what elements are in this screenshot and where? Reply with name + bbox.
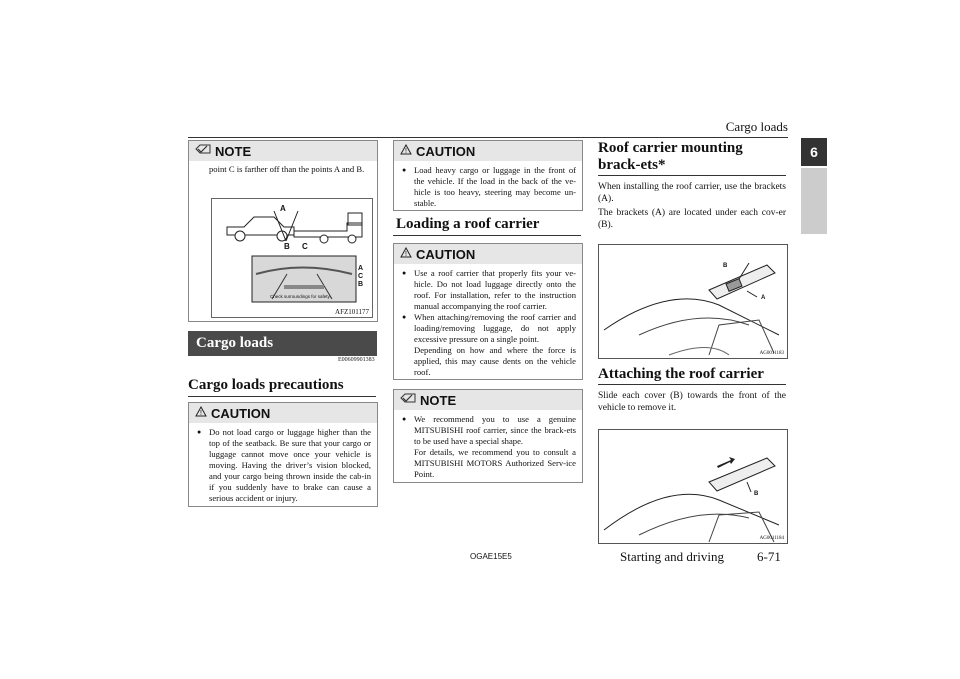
caution-header xyxy=(189,403,377,423)
svg-text:!: ! xyxy=(405,251,407,258)
bracket-figure xyxy=(598,244,788,359)
body-paragraph: The brackets (A) are located under each cov-er (B). xyxy=(598,208,786,230)
warning-triangle-icon xyxy=(195,404,207,422)
subsection-title: Loading a roof carrier xyxy=(396,216,540,232)
note-label: NOTE xyxy=(215,143,252,159)
warning-triangle-icon xyxy=(400,245,412,263)
fig-label-c: C xyxy=(302,242,308,251)
figure-code: AG0011183 xyxy=(759,351,784,356)
body-paragraph: Slide each cover (B) towards the front of the vehicle to remove it. xyxy=(598,391,786,413)
subsection-title: Attaching the roof carrier xyxy=(598,366,764,382)
figure-code: AFZ101177 xyxy=(335,308,369,316)
model-code: OGAE15E5 xyxy=(470,552,512,561)
bullet-icon: ● xyxy=(402,415,407,423)
note-icon xyxy=(400,391,416,409)
caution-item xyxy=(402,268,576,312)
caution-label: CAUTION xyxy=(211,405,271,421)
fig-label-b: B xyxy=(754,491,759,497)
note-header xyxy=(394,390,582,410)
bullet-icon: ● xyxy=(402,269,407,277)
bullet-icon: ● xyxy=(402,313,407,321)
subsection-rule xyxy=(393,235,581,236)
body-paragraph: When installing the roof carrier, use the brackets (A). xyxy=(598,182,786,204)
chapter-tab: 6 xyxy=(801,138,827,166)
note-header xyxy=(189,141,377,161)
section-title: Cargo loads xyxy=(188,331,377,356)
caution-item-text: Load heavy cargo or luggage in the front of the vehicle. If the load in the back of the ve-hicle is too heavy, steering may become un-stable. xyxy=(414,165,576,208)
warning-triangle-icon xyxy=(400,142,412,160)
note-box-roof xyxy=(393,389,583,483)
caution-label: CAUTION xyxy=(416,246,476,262)
caution-continuation: Depending on how and where the force is applied, this may cause dents on the vehicle roof. xyxy=(414,345,576,377)
caution-box-top xyxy=(393,140,583,211)
caution-item xyxy=(402,165,576,209)
note-box xyxy=(188,140,378,322)
subsection-rule xyxy=(598,384,786,385)
caution-item-text: Use a roof carrier that properly fits your ve-hicle. Do not load luggage directly onto the roof. For installation, refer to the instruction manual accompanying the roof carrier. xyxy=(414,268,576,311)
figure-code: AG0011184 xyxy=(759,536,784,541)
fig-label-a: A xyxy=(761,295,766,301)
note-item xyxy=(402,414,576,447)
note-icon xyxy=(195,142,211,160)
caution-header xyxy=(394,244,582,264)
page-number: 6-71 xyxy=(757,549,781,564)
section-code: E00609901383 xyxy=(338,357,375,363)
tow-figure xyxy=(211,198,373,318)
note-item-text: We recommend you to use a genuine MITSUBISHI roof carrier, since the brack-ets to be used have a special shape. xyxy=(414,414,576,446)
caution-item-text: When attaching/removing the roof carrier and loading/removing luggage, do not apply excessive pressure on a single point. xyxy=(414,312,576,344)
note-label: NOTE xyxy=(420,392,457,408)
note-continuation: For details, we recommend you to consult a MITSUBISHI MOTORS Authorized Serv-ice Point. xyxy=(414,447,576,479)
fig-inset-label-a: A xyxy=(358,265,364,272)
header-rule xyxy=(188,137,788,138)
caution-item xyxy=(197,427,371,504)
note-text: point C is farther off than the points A and B. xyxy=(209,164,365,174)
fig-label-b: B xyxy=(284,242,290,251)
fig-inset-label-c: C xyxy=(358,273,364,280)
caution-box xyxy=(188,402,378,507)
cover-figure xyxy=(598,429,788,544)
bullet-icon: ● xyxy=(197,428,202,436)
footer-section: Starting and driving xyxy=(620,549,724,564)
fig-inset-label-b: B xyxy=(358,281,364,288)
caution-item xyxy=(402,312,576,345)
subsection-rule xyxy=(598,175,786,176)
running-head: Cargo loads xyxy=(725,119,788,134)
caution-label: CAUTION xyxy=(416,143,476,159)
fig-label-b: B xyxy=(723,263,728,269)
fig-label-a: A xyxy=(280,204,286,213)
subsection-title: Cargo loads precautions xyxy=(188,377,344,393)
subsection-rule xyxy=(188,396,376,397)
bullet-icon: ● xyxy=(402,166,407,174)
fig-inset-caption: Check surroundings for safety. xyxy=(270,294,331,299)
caution-box-roof xyxy=(393,243,583,380)
svg-text:!: ! xyxy=(405,148,407,155)
chapter-tab-shade xyxy=(801,168,827,234)
svg-text:!: ! xyxy=(200,410,202,417)
caution-item-text: Do not load cargo or luggage higher than the top of the seatback. Be sure that your cargo or luggage cannot move once your vehicle is moving. Having the driver’s vision blocked, and your cargo being thrown inside the cab-in if you suddenly have to brake can cause a serious accident or injury. xyxy=(209,427,371,503)
subsection-title: Roof carrier mounting brack-ets* xyxy=(598,140,743,173)
caution-header xyxy=(394,141,582,161)
